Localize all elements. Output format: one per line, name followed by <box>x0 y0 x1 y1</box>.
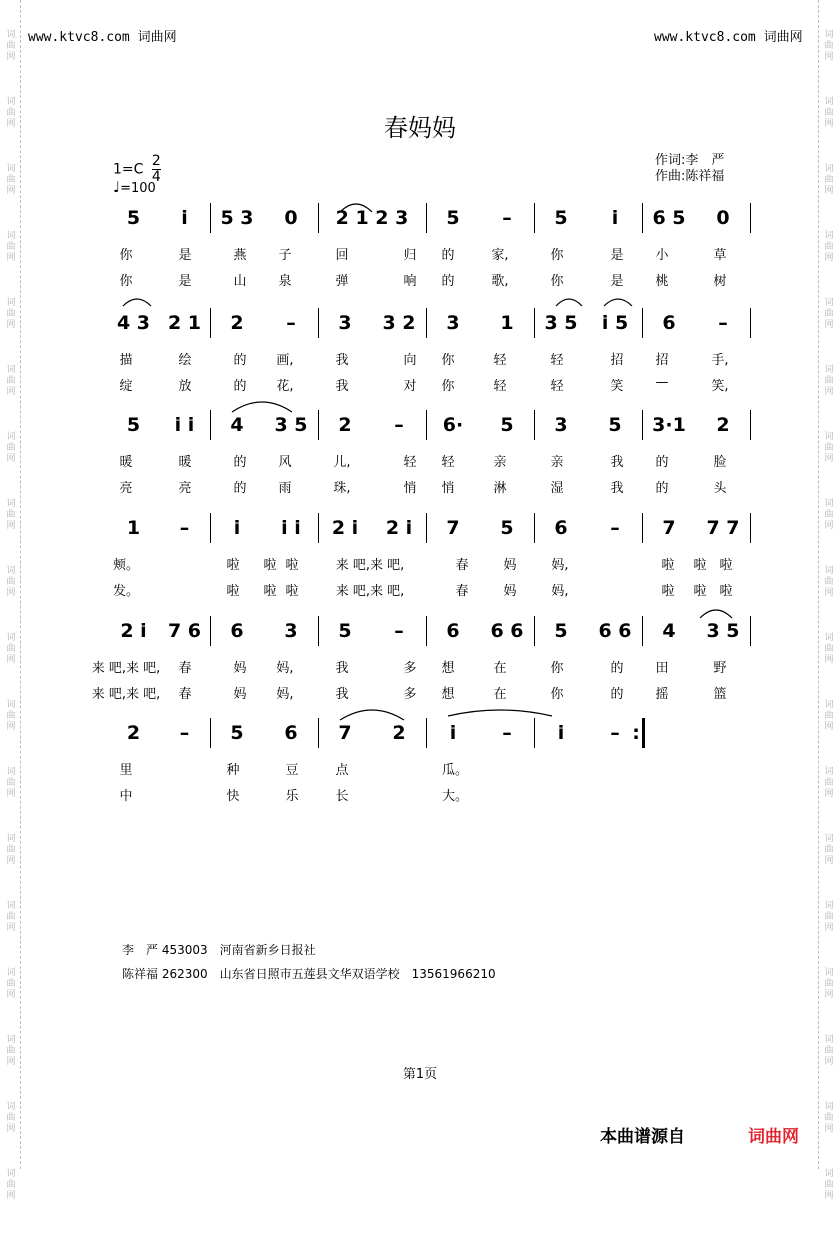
lyric-word: 发。 <box>112 584 140 599</box>
lyric-word: 树 <box>713 274 727 289</box>
lyric-word: 招 <box>610 353 624 368</box>
note: 2 <box>338 414 352 436</box>
lyric-word: 我 <box>335 687 349 702</box>
note: i <box>557 722 565 744</box>
lyric-word: 中 <box>119 789 133 804</box>
barline <box>318 616 319 646</box>
note: 2 i <box>120 620 147 642</box>
lyric-word: 回 <box>335 248 349 263</box>
lyric-word: 泉 <box>278 274 292 289</box>
lyric-word: 大。 <box>441 789 469 804</box>
note: 6 6 <box>490 620 524 642</box>
lyric-word: 来 吧,来 吧, <box>335 584 405 599</box>
lyric-word: 你 <box>550 661 564 676</box>
lyric-word: 头 <box>713 481 727 496</box>
lyric-row <box>0 375 840 395</box>
repeat-dots: : <box>632 722 640 744</box>
barline <box>210 410 211 440</box>
barline <box>534 718 535 748</box>
lyric-word: 快 <box>226 789 240 804</box>
lyric-word: 野 <box>713 661 727 676</box>
barline <box>750 203 751 233</box>
time-sig-bottom: 4 <box>151 169 161 185</box>
lyric-word: 子 <box>278 248 292 263</box>
lyric-word: 是 <box>178 274 192 289</box>
lyric-word: 画, <box>276 353 294 368</box>
lyric-word: 田 <box>655 661 669 676</box>
lyric-row <box>0 759 840 779</box>
lyric-word: 里 <box>119 763 133 778</box>
slur <box>604 299 632 306</box>
lyric-word: 长 <box>335 789 349 804</box>
lyric-word: 亲 <box>493 455 507 470</box>
lyric-word: 是 <box>178 248 192 263</box>
lyric-word: 家, <box>491 248 509 263</box>
lyric-word: 悄 <box>403 481 417 496</box>
note: 3 5 <box>274 414 308 436</box>
lyric-word: 多 <box>403 661 417 676</box>
lyric-word: 啦 <box>693 558 707 573</box>
lyric-word: 对 <box>403 379 417 394</box>
note: 5 3 <box>220 207 254 229</box>
lyric-word: 妈 <box>503 584 517 599</box>
note: 7 <box>662 517 676 539</box>
notation-row <box>0 718 840 748</box>
lyric-word: 我 <box>335 353 349 368</box>
lyric-word: 春 <box>455 584 469 599</box>
note: 5 <box>500 517 514 539</box>
note: 3 <box>284 620 298 642</box>
lyric-word: 手, <box>711 353 729 368</box>
note: – <box>610 722 620 744</box>
barline <box>426 308 427 338</box>
lyric-word: 燕 <box>233 248 247 263</box>
lyric-word: 豆 <box>285 763 299 778</box>
lyric-word: 妈, <box>276 687 294 702</box>
lyric-row <box>0 785 840 805</box>
barline <box>318 308 319 338</box>
lyric-word: 多 <box>403 687 417 702</box>
lyric-word: 瓜。 <box>441 763 469 778</box>
note: 6 <box>554 517 568 539</box>
note: 4 3 <box>116 312 151 334</box>
note: – <box>179 517 190 539</box>
key-signature: 1=C $\frac{2}{4}$ <box>113 153 161 185</box>
header-url-right[interactable]: www.ktvc8.com 词曲网 <box>654 30 803 45</box>
lyric-word: 我 <box>610 455 624 470</box>
note: 7 6 <box>167 620 202 642</box>
note: 7 <box>338 722 352 744</box>
slur <box>556 299 582 306</box>
note: i i <box>281 517 301 539</box>
note: 5 <box>126 414 141 436</box>
lyric-word: 淋 <box>493 481 507 496</box>
address-line-1: 李 严 453003 河南省新乡日报社 <box>122 943 316 957</box>
note: 6 <box>230 620 244 642</box>
lyric-word: 轻 <box>493 353 507 368</box>
barline <box>210 308 211 338</box>
barline <box>426 410 427 440</box>
lyric-word: 的 <box>441 274 455 289</box>
lyric-word: 的 <box>233 379 247 394</box>
note: i <box>233 517 241 539</box>
note: – <box>286 312 296 334</box>
barline <box>426 513 427 543</box>
header-url-left[interactable]: www.ktvc8.com 词曲网 <box>28 30 177 45</box>
barline <box>318 410 319 440</box>
note: 4 <box>662 620 676 642</box>
lyric-word: 妈, <box>551 558 569 573</box>
barline <box>426 718 427 748</box>
barline <box>642 308 643 338</box>
note: – <box>394 414 404 436</box>
note: 2 1 2 3 <box>335 207 409 229</box>
lyric-word: 妈 <box>233 687 247 702</box>
note: 2 <box>392 722 406 744</box>
quarter-note-icon: ♩ <box>113 178 121 196</box>
lyric-word: 绘 <box>178 353 192 368</box>
barline <box>426 616 427 646</box>
note: 7 7 <box>706 517 740 539</box>
note: 7 <box>446 517 460 539</box>
lyric-word: 招 <box>655 353 669 368</box>
lyric-row <box>0 683 840 703</box>
note: 2 <box>716 414 730 436</box>
lyric-word: 悄 <box>441 481 455 496</box>
lyric-word: 你 <box>441 353 455 368</box>
lyric-word: 啦 <box>263 558 277 573</box>
lyric-word: 你 <box>441 379 455 394</box>
footer-source-label: 本曲谱源自 <box>600 1127 685 1147</box>
lyric-word: 啦 <box>285 558 299 573</box>
lyric-word: 花, <box>276 379 294 394</box>
note: i <box>181 207 188 229</box>
barline <box>750 616 751 646</box>
note: – <box>179 722 190 744</box>
note: 2 <box>230 312 244 334</box>
lyric-word: 在 <box>493 687 507 702</box>
lyric-word: 来 吧,来 吧, <box>91 687 161 702</box>
lyric-word: 暖 <box>178 455 192 470</box>
lyric-word: 来 吧,来 吧, <box>335 558 405 573</box>
lyric-word: 的 <box>233 455 247 470</box>
barline <box>642 203 643 233</box>
lyric-word: 啦 <box>226 584 240 599</box>
lyric-word: 珠, <box>333 481 351 496</box>
lyric-word: 轻 <box>550 353 564 368</box>
note: 5 <box>500 414 514 436</box>
lyric-word: 春 <box>178 687 192 702</box>
lyric-word: 你 <box>550 248 564 263</box>
barline <box>426 203 427 233</box>
lyric-word: 是 <box>610 248 624 263</box>
note: 6 <box>662 312 676 334</box>
lyric-row <box>0 244 840 264</box>
note: 3 5 <box>544 312 578 334</box>
composer: 作曲:陈祥福 <box>655 169 725 184</box>
barline <box>642 513 643 543</box>
notation-row <box>0 513 840 543</box>
notation-row <box>0 308 840 338</box>
lyric-word: 描 <box>119 353 133 368</box>
lyric-word: 的 <box>655 455 669 470</box>
note: – <box>502 722 512 744</box>
barline <box>534 203 535 233</box>
barline <box>534 513 535 543</box>
lyric-row <box>0 477 840 497</box>
lyric-word: 雨 <box>278 481 292 496</box>
note: i i <box>174 414 195 436</box>
lyric-word: 啦 <box>693 584 707 599</box>
note: 6 <box>446 620 460 642</box>
lyric-word: 是 <box>610 274 624 289</box>
time-sig-top: 2 <box>151 153 161 169</box>
barline <box>210 718 211 748</box>
lyric-row <box>0 349 840 369</box>
right-watermark: 词 曲 网 词 曲 网 词 曲 网 词 曲 网 词 曲 网 词 曲 网 词 曲 网 词 曲 网 词 曲 网 词 曲 网 词 曲 网 词 曲 网 词 曲 网 词 曲 网 词 曲 网 词 曲 网 词 曲 网 词 曲 网 <box>824 30 834 1201</box>
barline <box>210 513 211 543</box>
lyric-word: 点 <box>335 763 349 778</box>
lyric-word: 的 <box>441 248 455 263</box>
lyric-word: 轻 <box>403 455 417 470</box>
notation-row <box>0 616 840 646</box>
lyric-word: 我 <box>610 481 624 496</box>
note: 5 <box>608 414 622 436</box>
barline <box>318 718 319 748</box>
lyric-word: 的 <box>610 687 624 702</box>
lyric-word: 啦 <box>719 584 733 599</box>
lyric-word: 山 <box>233 274 247 289</box>
lyric-word: 我 <box>335 661 349 676</box>
lyric-word: 湿 <box>550 481 564 496</box>
lyric-row <box>0 657 840 677</box>
left-watermark: 词 曲 网 词 曲 网 词 曲 网 词 曲 网 词 曲 网 词 曲 网 词 曲 网 词 曲 网 词 曲 网 词 曲 网 词 曲 网 词 曲 网 词 曲 网 词 曲 网 词 曲 网 词 曲 网 词 曲 网 词 曲 网 <box>6 30 16 1201</box>
lyric-word: 绽 <box>119 379 133 394</box>
note: 5 <box>230 722 244 744</box>
note: 1 <box>500 312 514 334</box>
barline <box>750 308 751 338</box>
lyric-word: 歌, <box>491 274 509 289</box>
barline <box>750 513 751 543</box>
lyric-word: 儿, <box>333 455 351 470</box>
lyric-word: 乐 <box>285 789 299 804</box>
note: 3 <box>554 414 568 436</box>
lyric-word: 归 <box>403 248 417 263</box>
lyric-word: 啦 <box>285 584 299 599</box>
lyric-word: 放 <box>178 379 192 394</box>
note: i <box>611 207 619 229</box>
lyric-word: 摇 <box>655 687 669 702</box>
lyric-word: 春 <box>178 661 192 676</box>
note: 5 <box>554 207 568 229</box>
lyric-word: 妈 <box>503 558 517 573</box>
note: 2 <box>126 722 141 744</box>
note: 2 i <box>331 517 359 539</box>
note: 6 6 <box>598 620 632 642</box>
barline <box>534 308 535 338</box>
tie <box>448 710 552 716</box>
lyric-word: 想 <box>441 687 455 702</box>
note: – <box>610 517 620 539</box>
lyric-word: 啦 <box>226 558 240 573</box>
lyric-word: — <box>655 375 669 390</box>
lyric-word: 亮 <box>178 481 192 496</box>
lyric-word: 在 <box>493 661 507 676</box>
lyric-word: 篮 <box>713 687 727 702</box>
lyric-word: 你 <box>119 248 133 263</box>
lyric-word: 我 <box>335 379 349 394</box>
note: 5 <box>446 207 460 229</box>
note: 5 <box>126 207 141 229</box>
lyric-word: 暖 <box>119 455 133 470</box>
notation-row <box>0 410 840 440</box>
lyric-word: 你 <box>550 687 564 702</box>
note: – <box>502 207 512 229</box>
note: 3 <box>446 312 460 334</box>
lyric-word: 桃 <box>655 274 669 289</box>
note: 4 <box>230 414 244 436</box>
note: i 5 <box>601 312 629 334</box>
lyric-word: 妈, <box>276 661 294 676</box>
note: 6· <box>442 414 464 436</box>
lyric-word: 轻 <box>441 455 455 470</box>
footer-source-site[interactable]: 词曲网 <box>748 1127 799 1147</box>
lyric-word: 啦 <box>263 584 277 599</box>
lyric-word: 亲 <box>550 455 564 470</box>
barline <box>210 616 211 646</box>
credits <box>655 153 724 185</box>
page-number: 第1页 <box>402 1067 438 1082</box>
note: 6 5 <box>652 207 686 229</box>
lyric-row <box>0 451 840 471</box>
lyric-word: 颊。 <box>112 558 140 573</box>
lyric-word: 妈 <box>233 661 247 676</box>
note: 6 <box>284 722 298 744</box>
note: 3 2 <box>382 312 416 334</box>
note: 3 5 <box>706 620 740 642</box>
lyric-word: 草 <box>713 248 727 263</box>
lyric-word: 来 吧,来 吧, <box>91 661 161 676</box>
lyric-row <box>0 270 840 290</box>
note: i <box>449 722 457 744</box>
note: – <box>394 620 404 642</box>
lyric-word: 脸 <box>713 455 727 470</box>
lyric-row <box>0 580 840 600</box>
address-line-2: 陈祥福 262300 山东省日照市五莲县文华双语学校 13561966210 <box>122 967 496 981</box>
note: – <box>718 312 728 334</box>
notation-row <box>0 203 840 233</box>
barline <box>210 203 211 233</box>
lyric-word: 啦 <box>661 584 675 599</box>
note: 0 <box>716 207 730 229</box>
repeat-end-barline <box>642 718 645 748</box>
lyric-word: 风 <box>278 455 292 470</box>
note: 5 <box>338 620 352 642</box>
lyric-word: 亮 <box>119 481 133 496</box>
lyric-word: 春 <box>455 558 469 573</box>
lyric-word: 弹 <box>335 274 349 289</box>
lyric-word: 啦 <box>661 558 675 573</box>
lyric-word: 的 <box>655 481 669 496</box>
lyric-word: 响 <box>403 274 417 289</box>
lyric-word: 的 <box>233 353 247 368</box>
lyric-word: 的 <box>233 481 247 496</box>
lyric-word: 啦 <box>719 558 733 573</box>
note: 3·1 <box>652 414 686 436</box>
barline <box>534 410 535 440</box>
lyric-word: 的 <box>610 661 624 676</box>
lyric-word: 笑 <box>610 379 624 394</box>
lyric-word: 你 <box>550 274 564 289</box>
barline <box>318 203 319 233</box>
lyric-word: 笑, <box>711 379 729 394</box>
lyric-word: 轻 <box>550 379 564 394</box>
lyric-word: 想 <box>441 661 455 676</box>
barline <box>642 410 643 440</box>
barline <box>750 410 751 440</box>
lyric-word: 你 <box>119 274 133 289</box>
lyricist: 作词:李 严 <box>655 153 725 168</box>
lyric-row <box>0 554 840 574</box>
note: 2 i <box>385 517 413 539</box>
lyric-word: 向 <box>403 353 417 368</box>
note: 5 <box>554 620 568 642</box>
barline <box>534 616 535 646</box>
lyric-word: 妈, <box>551 584 569 599</box>
barline <box>642 616 643 646</box>
lyric-word: 种 <box>226 763 240 778</box>
note: 3 <box>338 312 352 334</box>
song-title: 春妈妈 <box>384 114 456 142</box>
note: 1 <box>126 517 141 539</box>
note: 2 1 <box>167 312 202 334</box>
tempo-marking: ♩=100 <box>113 178 156 196</box>
barline <box>318 513 319 543</box>
note: 0 <box>284 207 298 229</box>
slur <box>123 299 151 306</box>
lyric-word: 轻 <box>493 379 507 394</box>
lyric-word: 小 <box>655 248 669 263</box>
